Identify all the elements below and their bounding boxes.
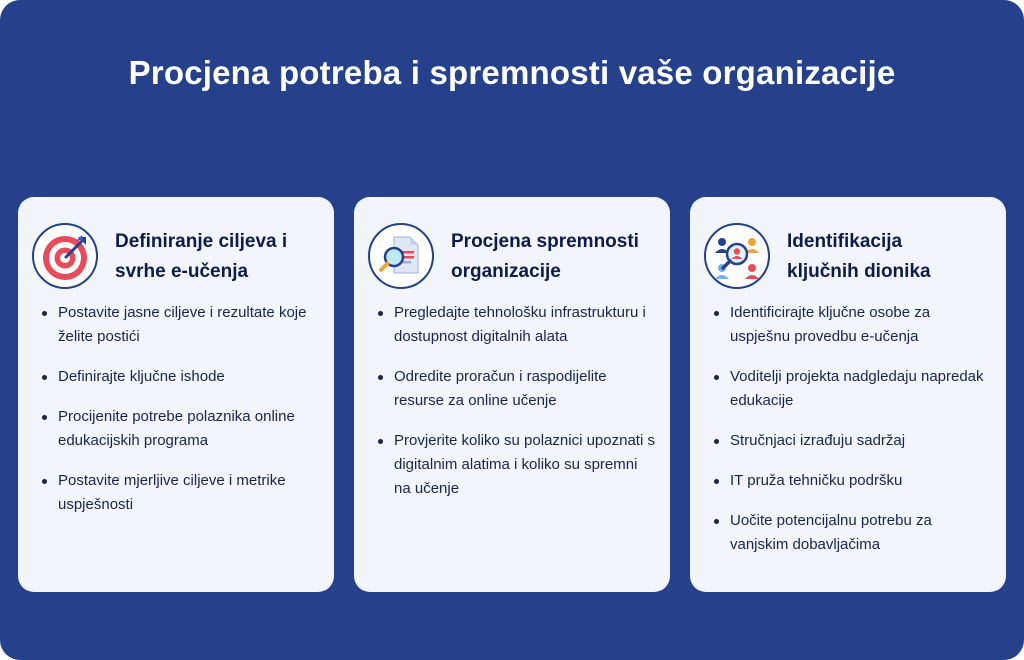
target-icon bbox=[32, 223, 98, 289]
list-item: Provjerite koliko su polaznici upoznati s digitalnim alatima i koliko su spremni na učenje bbox=[376, 429, 656, 501]
list-item: Stručnjaci izrađuju sadržaj bbox=[712, 429, 992, 453]
list-item: Definirajte ključne ishode bbox=[40, 365, 320, 389]
card-title: Identifikacija ključnih dionika bbox=[787, 231, 931, 282]
card-stakeholders bbox=[690, 197, 1006, 592]
list-item: Identificirajte ključne osobe za uspješnu provedbu e-učenja bbox=[712, 301, 992, 349]
document-magnifier-icon bbox=[368, 223, 434, 289]
page-title: Procjena potreba i spremnosti vaše organizacije bbox=[128, 54, 896, 91]
list-item: Voditelji projekta nadgledaju napredak edukacije bbox=[712, 365, 992, 413]
bullet-list bbox=[712, 301, 992, 573]
card-title: Procjena spremnosti organizacije bbox=[451, 231, 639, 282]
list-item: Uočite potencijalnu potrebu za vanjskim dobavljačima bbox=[712, 509, 992, 557]
list-item: Postavite mjerljive ciljeve i metrike uspješnosti bbox=[40, 469, 320, 517]
list-item: Postavite jasne ciljeve i rezultate koje želite postići bbox=[40, 301, 320, 349]
list-item: Procijenite potrebe polaznika online edukacijskih programa bbox=[40, 405, 320, 453]
list-item: Pregledajte tehnološku infrastrukturu i dostupnost digitalnih alata bbox=[376, 301, 656, 349]
list-item: Odredite proračun i raspodijelite resurse za online učenje bbox=[376, 365, 656, 413]
card-goals bbox=[18, 197, 334, 592]
bullet-list bbox=[40, 301, 320, 533]
people-magnifier-icon bbox=[704, 223, 770, 289]
card-readiness bbox=[354, 197, 670, 592]
bullet-list bbox=[376, 301, 656, 517]
card-title: Definiranje ciljeva i svrhe e-učenja bbox=[115, 231, 288, 282]
list-item: IT pruža tehničku podršku bbox=[712, 469, 992, 493]
